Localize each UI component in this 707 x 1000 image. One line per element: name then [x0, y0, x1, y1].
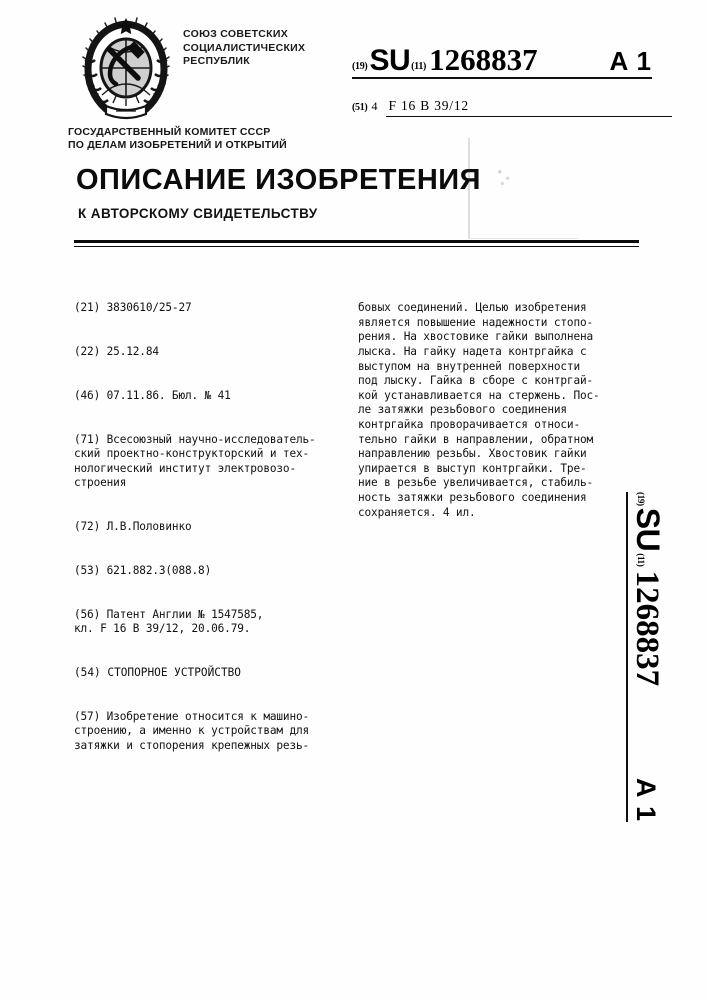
- field-71-applicant: (71) Всесоюзный научно-исследователь- ский проектно-конструкторский и тех- нологический институт электровозо- строения: [74, 432, 316, 490]
- vertical-patent-number-sidebar: [612, 492, 668, 822]
- abstract-column: [358, 272, 638, 549]
- abstract-continuation: бовых соединений. Целью изобретения является повышение надежности стопо- рения. На хвостовике гайки выполнена лыска. На гайку надета контргайка с выступом на внутренней поверхности под лыску. Гайка в сборе с контргай- кой устанавливается на стержень. Пос- ле затяжки резьбового соединения контргайка проворачивается относи- тельно гайки в направлении, обратном направлению резьбы. Хвостовик гайки упирается в выступ контргайки. Тре- ние в резьбе увеличивается, стабиль- ность затяжки резьбового соединения сохраняется. 4 ил.: [358, 301, 600, 519]
- page-subtitle: К АВТОРСКОМУ СВИДЕТЕЛЬСТВУ: [78, 206, 318, 221]
- committee-line-2: ПО ДЕЛАМ ИЗОБРЕТЕНИЙ И ОТКРЫТИЙ: [68, 139, 287, 151]
- vertical-kind-code: A 1: [631, 777, 661, 822]
- document-header: [0, 0, 707, 236]
- union-line-2: СОЦИАЛИСТИЧЕСКИХ: [183, 41, 306, 54]
- field-46-publication: (46) 07.11.86. Бюл. № 41: [74, 388, 231, 402]
- field-22-filing-date: (22) 25.12.84: [74, 344, 159, 358]
- union-line-3: РЕСПУБЛИК: [183, 55, 250, 67]
- vertical-inid-19-code: (19): [636, 492, 646, 506]
- bibliography-column: [74, 272, 346, 783]
- inid-11-code: (11): [411, 61, 427, 72]
- field-21-application-number: (21) 3830610/25-27: [74, 301, 192, 315]
- committee-line-1: ГОСУДАРСТВЕННЫЙ КОМИТЕТ СССР: [68, 126, 271, 138]
- field-53-udc: (53) 621.882.3(088.8): [74, 563, 212, 577]
- header-rule-thin: [74, 246, 639, 247]
- ipc-edition: 4: [371, 99, 378, 113]
- ipc-code: F 16 B 39/12: [386, 98, 672, 117]
- patent-number: 1268837: [429, 42, 538, 77]
- kind-code: A 1: [609, 46, 652, 76]
- vertical-inid-11-code: (11): [636, 553, 646, 567]
- patent-number-row: [352, 44, 652, 79]
- field-57-abstract-start: (57) Изобретение относится к машино- строению, а именно к устройствам для затяжки и стопорения крепежных резь-: [74, 709, 310, 752]
- scan-stamp-artifact: [468, 138, 578, 239]
- ipc-classification-row: [352, 98, 672, 117]
- field-72-inventor: (72) Л.В.Половинко: [74, 520, 192, 534]
- union-name: [183, 28, 373, 69]
- vertical-country-code: SU: [630, 507, 666, 552]
- state-committee: [68, 126, 287, 152]
- field-56-references: (56) Патент Англии № 1547585, кл. F 16 B 39/12, 20.06.79.: [74, 607, 264, 636]
- field-54-invention-title: (54) СТОПОРНОЕ УСТРОЙСТВО: [74, 666, 241, 680]
- page-title: ОПИСАНИЕ ИЗОБРЕТЕНИЯ: [76, 164, 481, 196]
- ussr-coat-of-arms-icon: [76, 16, 176, 120]
- country-code: SU: [369, 44, 411, 77]
- inid-51-code: (51): [352, 102, 368, 113]
- patent-number-block: [352, 44, 672, 79]
- inid-19-code: (19): [352, 61, 368, 72]
- vertical-patent-number-row: [626, 492, 664, 822]
- union-line-1: СОЮЗ СОВЕТСКИХ: [183, 28, 289, 40]
- header-rule-thick: [74, 240, 639, 243]
- vertical-patent-number: 1268837: [629, 570, 665, 687]
